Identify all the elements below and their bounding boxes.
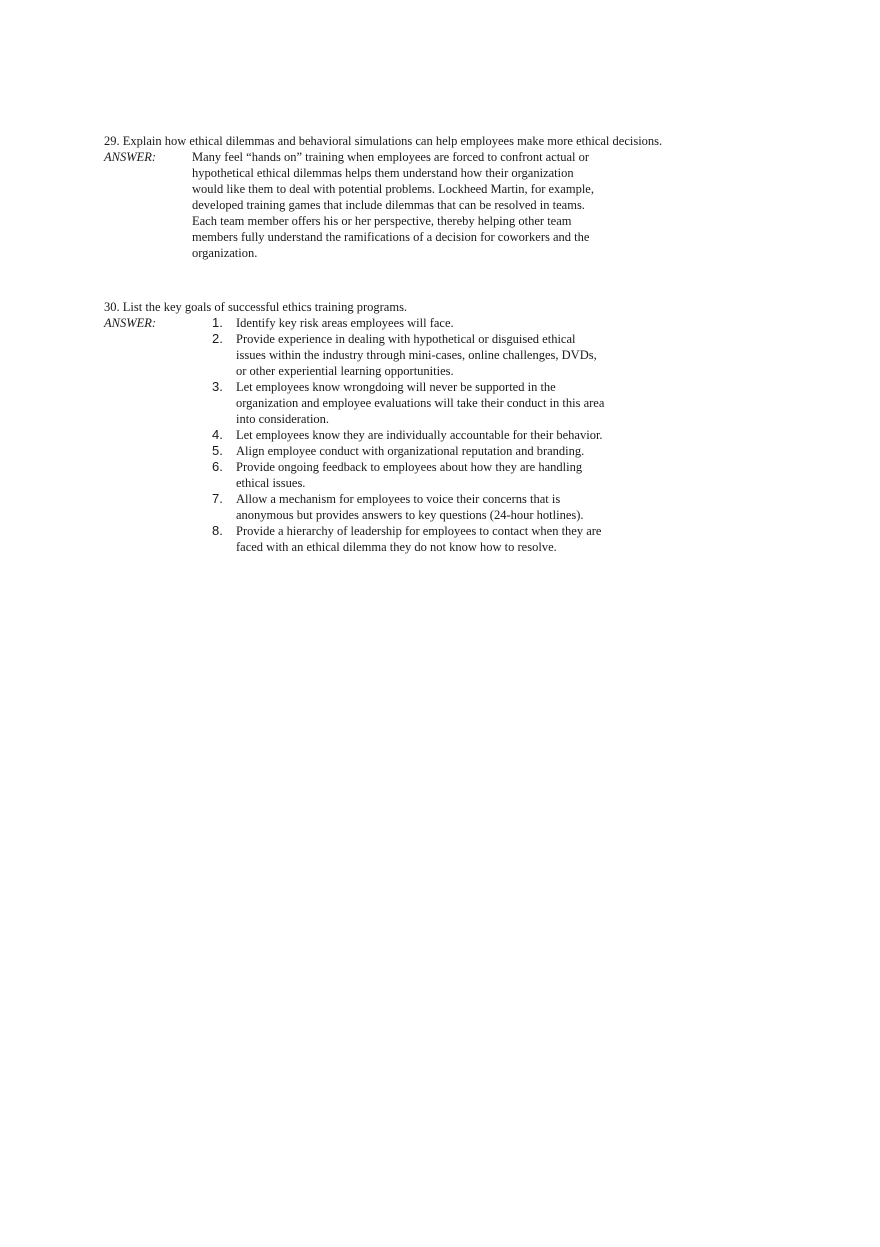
goal-line: into consideration. [236,412,330,426]
question-30-prompt: 30. List the key goals of successful ethics training programs. [104,300,408,314]
goal-line: anonymous but provides answers to key questions (24-hour hotlines). [236,508,584,522]
goal-item-3 [212,379,652,427]
goal-item-6 [212,459,652,491]
goal-line: faced with an ethical dilemma they do not know how to resolve. [236,540,557,554]
answer-line: hypothetical ethical dilemmas helps them understand how their organization [192,166,574,180]
goal-number: 7. [212,491,223,506]
question-29-answer [192,149,637,261]
question-29-prompt: 29. Explain how ethical dilemmas and behavioral simulations can help employees make more ethical decisions. [104,134,663,148]
goal-line: Provide experience in dealing with hypothetical or disguised ethical [236,332,576,346]
goal-item-8 [212,523,652,555]
goal-item-1 [212,315,652,331]
goal-line: organization and employee evaluations will take their conduct in this area [236,396,605,410]
goal-line: Provide a hierarchy of leadership for employees to contact when they are [236,524,602,538]
goal-line: Provide ongoing feedback to employees about how they are handling [236,460,583,474]
answer-line: developed training games that include dilemmas that can be resolved in teams. [192,198,585,212]
goal-number: 3. [212,379,223,394]
question-30-goal-list [212,315,652,555]
goal-number: 4. [212,427,223,442]
goal-item-7 [212,491,652,523]
answer-line: Many feel “hands on” training when employees are forced to confront actual or [192,150,590,164]
goal-number: 8. [212,523,223,538]
goal-number: 5. [212,443,223,458]
answer-line: would like them to deal with potential problems. Lockheed Martin, for example, [192,182,594,196]
question-29-answer-label: ANSWER: [104,150,157,164]
goal-line: Identify key risk areas employees will face. [236,316,454,330]
goal-line: Align employee conduct with organizational reputation and branding. [236,444,585,458]
answer-line: members fully understand the ramifications of a decision for coworkers and the [192,230,590,244]
goal-item-5 [212,443,652,459]
answer-line: organization. [192,246,258,260]
goal-number: 1. [212,315,223,330]
goal-line: or other experiential learning opportunities. [236,364,454,378]
answer-line: Each team member offers his or her perspective, thereby helping other team [192,214,572,228]
goal-item-2 [212,331,652,379]
question-30-answer-label: ANSWER: [104,316,157,330]
goal-line: issues within the industry through mini-cases, online challenges, DVDs, [236,348,597,362]
goal-line: Let employees know wrongdoing will never be supported in the [236,380,556,394]
goal-number: 6. [212,459,223,474]
goal-number: 2. [212,331,223,346]
goal-item-4 [212,427,652,443]
goal-line: Let employees know they are individually accountable for their behavior. [236,428,603,442]
goal-line: Allow a mechanism for employees to voice their concerns that is [236,492,561,506]
goal-line: ethical issues. [236,476,306,490]
